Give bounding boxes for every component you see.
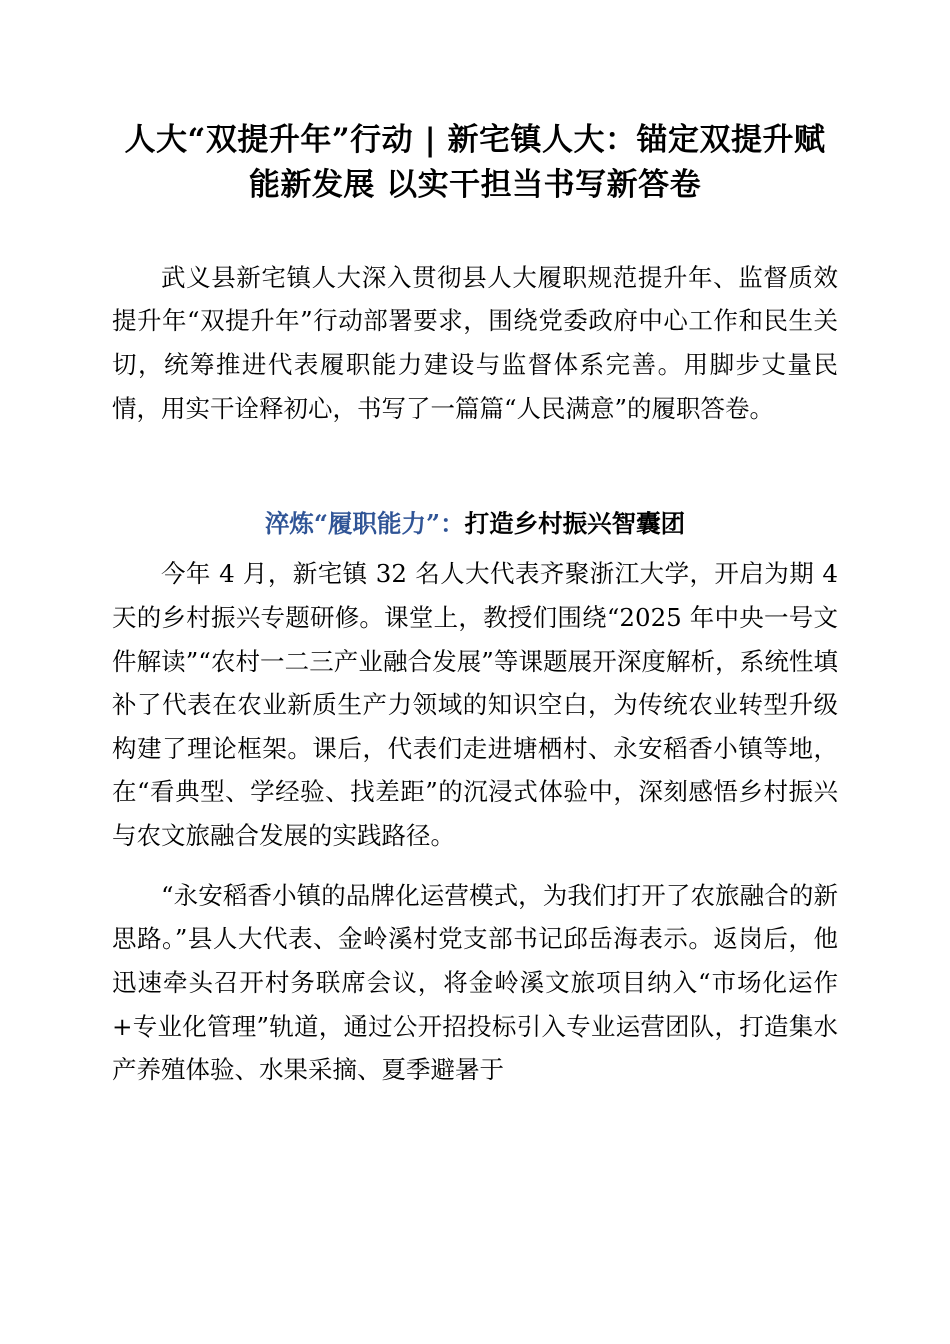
section-heading-accent: 淬炼“履职能力”： (264, 509, 465, 539)
page-title: 人大“双提升年”行动 | 新宅镇人大：锚定双提升赋能新发展 以实干担当书写新答卷 (124, 122, 826, 203)
section-paragraph-1: 今年 4 月，新宅镇 32 名人大代表齐聚浙江大学，开启为期 4 天的乡村振兴专题研修。课堂上，教授们围绕“2025 年中央一号文件解读”“农村一二三产业融合发展”等课题展开深度解析，系统性填补了代表在农业新质生产力领域的知识空白，为传统农业转型升级构建了理论框架。课后，代表们走进塘栖村、永安稻香小镇等地，在“看典型、学经验、找差距”的沉浸式体验中，深刻感悟乡村振兴与农文旅融合发展的实践路径。 (112, 559, 838, 851)
section-paragraph-2: “永安稻香小镇的品牌化运营模式，为我们打开了农旅融合的新思路。”县人大代表、金岭溪村党支部书记邱岳海表示。返岗后，他迅速牵头召开村务联席会议，将金岭溪文旅项目纳入“市场化运作+专业化管理”轨道，通过公开招投标引入专业运营团队，打造集水产养殖体验、水果采摘、夏季避暑于 (112, 880, 838, 1085)
paragraph-spacer (112, 446, 838, 468)
section-heading (112, 502, 838, 546)
section-heading-plain: 打造乡村振兴智囊团 (464, 509, 686, 539)
intro-paragraph: 武义县新宅镇人大深入贯彻县人大履职规范提升年、监督质效提升年“双提升年”行动部署要求，围绕党委政府中心工作和民生关切，统筹推进代表履职能力建设与监督体系完善。用脚步丈量民情，用实干诠释初心，书写了一篇篇“人民满意”的履职答卷。 (112, 262, 838, 423)
